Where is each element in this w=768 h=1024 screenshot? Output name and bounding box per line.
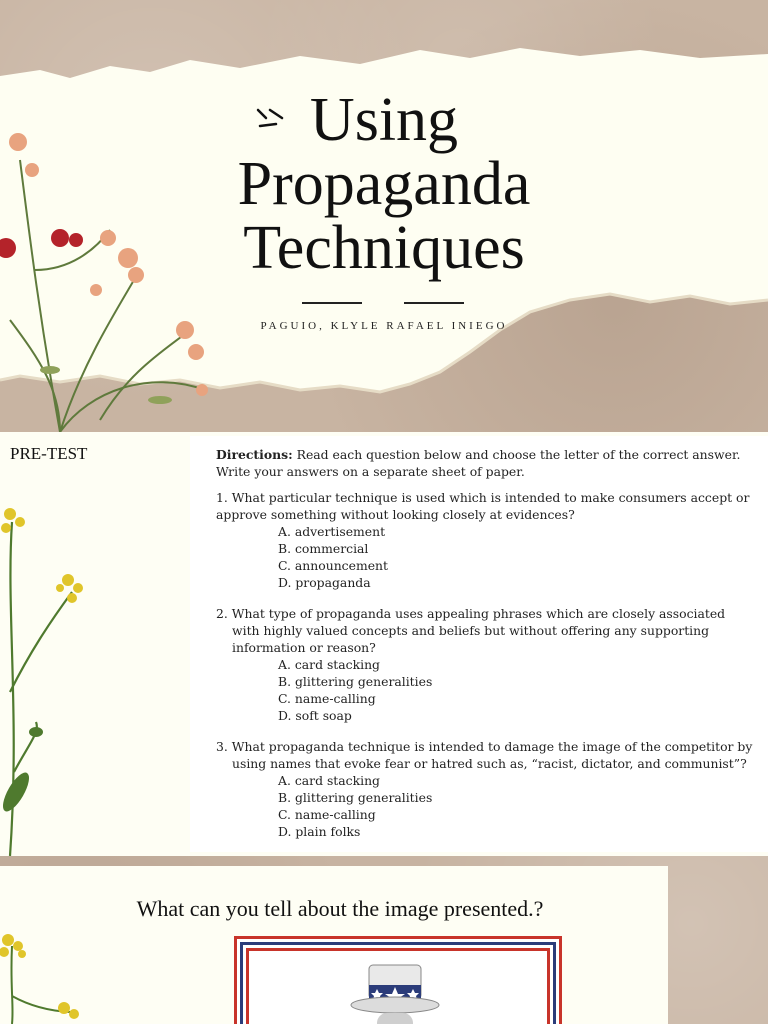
uncle-sam-hat-icon: [347, 961, 443, 1024]
uncle-sam-poster-image: [234, 936, 562, 1024]
directions: [216, 446, 756, 480]
option: A. card stacking: [278, 773, 380, 788]
question-1-options: [278, 523, 756, 591]
question-3: 3. What propaganda technique is intended to damage the image of the competitor by using names that evoke fear or hatred such as, “racist, dictator, and communist”?: [216, 739, 753, 771]
option: D. plain folks: [278, 824, 361, 839]
image-question-slide: [0, 856, 768, 1024]
question-3-options: [278, 772, 756, 840]
directions-label: Directions:: [216, 447, 293, 462]
title-divider-left: [302, 302, 362, 304]
question-2: 2. What type of propaganda uses appealing phrases which are closely associated with highly valued concepts and beliefs but without offering any supporting information or reason?: [216, 606, 726, 655]
title-slide: [0, 0, 768, 432]
question-2-options: [278, 656, 756, 724]
option: C. name-calling: [278, 691, 376, 706]
yellow-flower-decoration: [0, 492, 100, 856]
directions-text: Read each question below and choose the letter of the correct answer. Write your answers on a separate sheet of paper.: [216, 447, 741, 479]
pretest-slide: [0, 432, 768, 856]
question-1: 1. What particular technique is used which is intended to make consumers accept or approve something without looking closely at evidences?: [216, 490, 750, 522]
author-name: PAGUIO, KLYLE RAFAEL INIEGO: [260, 320, 508, 332]
option: C. name-calling: [278, 807, 376, 822]
image-question: What can you tell about the image presented.?: [136, 896, 544, 921]
question-list: [216, 446, 756, 854]
pretest-heading: PRE-TEST: [10, 444, 88, 463]
slide-title: [150, 88, 618, 280]
title-line: Propaganda: [237, 150, 531, 218]
option: B. commercial: [278, 541, 369, 556]
title-line: Using: [309, 86, 459, 154]
option: C. announcement: [278, 558, 388, 573]
title-divider-right: [404, 302, 464, 304]
option: B. glittering generalities: [278, 674, 433, 689]
title-line: Techniques: [243, 214, 525, 282]
option: A. card stacking: [278, 657, 380, 672]
option: D. soft soap: [278, 708, 352, 723]
option: B. glittering generalities: [278, 790, 433, 805]
option: A. advertisement: [278, 524, 386, 539]
option: D. propaganda: [278, 575, 371, 590]
